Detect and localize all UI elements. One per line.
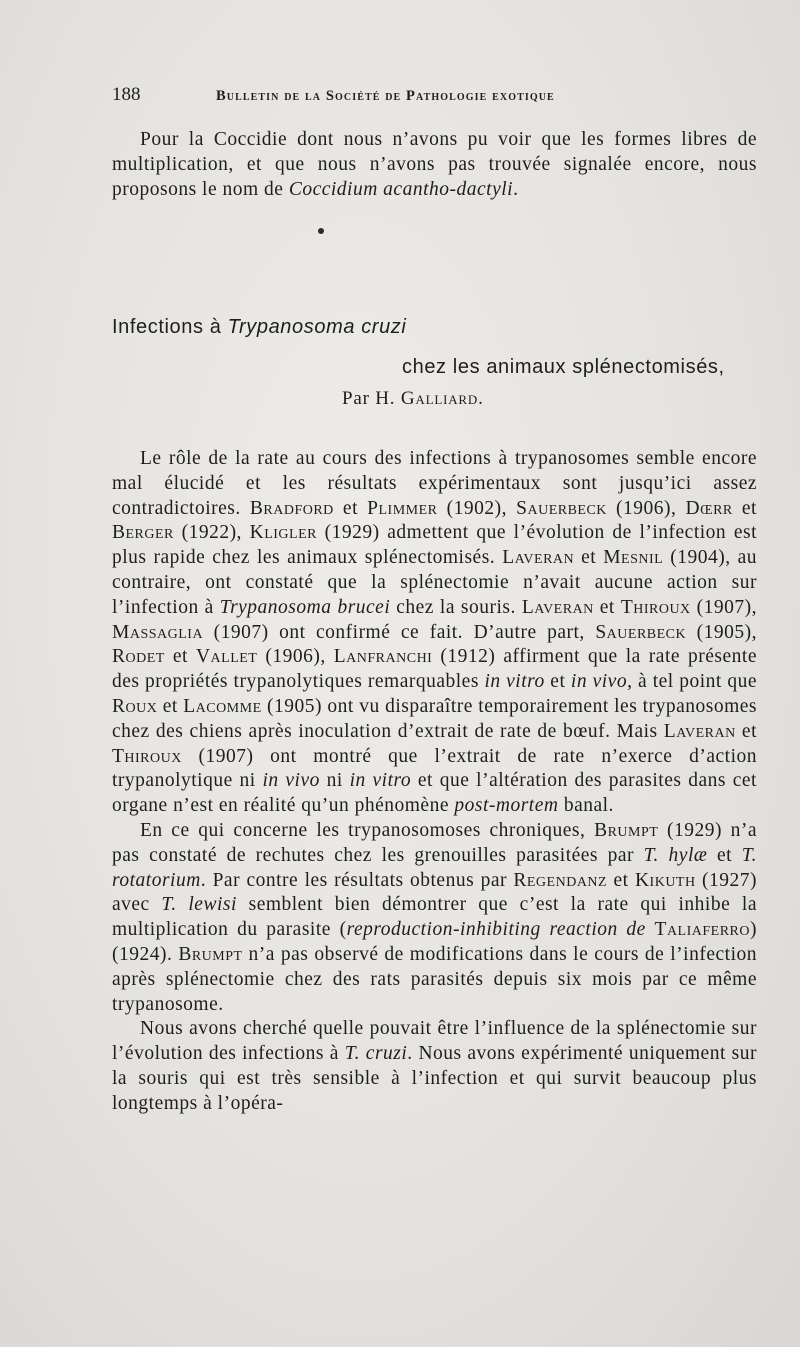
- article-title-line2: chez les animaux splénectomisés,: [402, 356, 725, 378]
- author-name: Laveran: [663, 720, 736, 742]
- text-run: [646, 919, 655, 940]
- text-run: et: [707, 844, 742, 866]
- author-name: Regendanz: [513, 869, 608, 891]
- author-name: Lacomme: [183, 695, 262, 717]
- text-run: et que l’altération des parasites dans cet organe n’est en réalité qu’un phénomène: [112, 770, 757, 817]
- text-run: (1907),: [690, 596, 757, 618]
- article-body: [112, 447, 757, 1117]
- author-name: Dœrr: [685, 497, 733, 519]
- text-run: et: [157, 695, 184, 717]
- text-run: et: [732, 497, 757, 519]
- body-paragraph-3: [112, 1017, 757, 1116]
- latin-term: in vitro: [349, 770, 412, 792]
- text-run: . Par contre les résultats obtenus par: [200, 869, 514, 891]
- title-text: Infections à: [112, 316, 228, 338]
- author-name: Brumpt: [178, 943, 243, 965]
- running-title: Bulletin de la Société de Pathologie exotique: [216, 88, 555, 104]
- text-run: (1905) ont vu disparaître temporairement les trypanosomes chez des chiens après inoculation d’extrait de rate de bœuf. Mais: [112, 695, 757, 742]
- latin-term: in vitro: [484, 671, 545, 693]
- byline-end: .: [478, 388, 484, 409]
- intro-end: .: [513, 178, 519, 200]
- author-name: Massaglia: [112, 621, 204, 643]
- text-run: (1904), au contraire, ont constaté que la splénectomie n’avait aucune action sur l’infection à: [112, 547, 757, 618]
- author-name: Thiroux: [112, 745, 182, 767]
- species-name: Trypanosoma brucei: [219, 596, 391, 618]
- text-run: banal.: [558, 795, 614, 817]
- page-header: [112, 84, 672, 114]
- intro-paragraph-block: [112, 128, 757, 202]
- text-run: et: [607, 869, 635, 891]
- text-run: (1907) ont montré que l’extrait de rate n’exerce d’action trypanolytique ni: [112, 745, 757, 792]
- body-paragraph-1: [112, 447, 757, 819]
- section-separator-dot: [318, 228, 324, 234]
- latin-term: post-mortem: [454, 795, 559, 817]
- text-run: . Nous avons expérimenté uniquement sur la souris qui est très sensible à l’infection et qui survit beaucoup plus longtemps à l’opéra-: [112, 1043, 757, 1114]
- article-title-line1: [112, 316, 406, 339]
- author-name: Laveran: [521, 596, 594, 618]
- author-name: Bradford: [249, 497, 334, 519]
- page-number: 188: [112, 84, 141, 105]
- author-name: Rodet: [112, 646, 165, 668]
- author-name: Kikuth: [634, 869, 696, 891]
- author-name: Laveran: [502, 547, 575, 569]
- article-byline: [342, 388, 484, 410]
- text-run: semblent bien démontrer que c’est la rate qui inhibe la multiplication du parasite (: [112, 894, 757, 941]
- author-name: Vallet: [195, 646, 258, 668]
- text-run: (1902),: [437, 497, 517, 519]
- species-name: T. rotatorium: [112, 844, 757, 891]
- intro-text: Pour la Coccidie dont nous n’avons pu voir que les formes libres de multiplication, et que nous n’avons pas trouvée signalée encore, nous proposons le nom de: [112, 129, 757, 200]
- author-name: Mesnil: [603, 547, 664, 569]
- text-run: chez la souris.: [390, 596, 522, 618]
- author-name: Sauerbeck: [516, 497, 607, 519]
- intro-paragraph: [112, 128, 757, 202]
- text-run: et: [574, 547, 604, 569]
- text-run: et: [164, 646, 196, 668]
- byline-prefix: Par H.: [342, 388, 401, 409]
- species-name: T. cruzi: [344, 1043, 408, 1065]
- species-name: T. hylæ: [643, 844, 708, 866]
- author-name: Lanfranchi: [333, 646, 433, 668]
- text-run: (1927) avec: [112, 869, 757, 916]
- author-name: Brumpt: [594, 819, 659, 841]
- author-name: Thiroux: [620, 596, 691, 618]
- body-paragraph-2: [112, 819, 757, 1017]
- text-run: , à tel point que: [627, 671, 757, 693]
- text-run: (1929) admettent que l’évolution de l’infection est plus rapide chez les animaux splénectomisés.: [112, 522, 757, 569]
- text-run: et: [333, 497, 368, 519]
- author-name: Berger: [112, 522, 174, 544]
- text-run: (1905),: [686, 621, 757, 643]
- latin-term: in vivo: [262, 770, 320, 792]
- text-run: (1912) affirment que la rate présente des propriétés trypanolytiques remarquables: [112, 646, 758, 693]
- text-run: (1929) n’a pas constaté de rechutes chez les grenouilles parasitées par: [112, 819, 757, 866]
- english-term: reproduction-inhibiting reaction de: [346, 919, 646, 941]
- byline-author: Galliard: [400, 388, 479, 409]
- title-species: Trypanosoma cruzi: [227, 316, 407, 338]
- author-name: Roux: [112, 695, 158, 717]
- text-run: (1922),: [173, 522, 250, 544]
- text-run: et: [544, 671, 571, 693]
- species-name: Coccidium acantho-dactyli: [288, 178, 514, 200]
- text-run: (1906),: [257, 646, 334, 668]
- author-name: Kligler: [249, 522, 317, 544]
- latin-term: in vivo: [570, 671, 628, 693]
- author-name: Sauerbeck: [595, 621, 687, 643]
- text-run: ni: [319, 770, 350, 792]
- text-run: Nous avons cherché quelle pouvait être l’influence de la splénectomie sur l’évolution des infections à: [112, 1018, 757, 1065]
- text-run: (1907) ont confirmé ce fait. D’autre part,: [203, 621, 596, 643]
- text-run: ) (1924).: [112, 919, 758, 965]
- text-run: et: [735, 720, 757, 742]
- text-run: En ce qui concerne les trypanosomoses chroniques,: [140, 819, 595, 841]
- text-run: et: [593, 596, 621, 618]
- text-run: Le rôle de la rate au cours des infections à trypanosomes semble encore mal élucidé et les résultats expérimentaux sont jusqu’ici assez contradictoires.: [112, 448, 757, 519]
- text-run: n’a pas observé de modifications dans le cours de l’infection après splénectomie chez des rats parasités depuis six mois par ce même trypanosome.: [112, 943, 757, 1015]
- author-name: Plimmer: [367, 497, 438, 519]
- species-name: T. lewisi: [161, 894, 237, 916]
- author-name: Taliaferro: [654, 919, 751, 941]
- text-run: (1906),: [606, 497, 686, 519]
